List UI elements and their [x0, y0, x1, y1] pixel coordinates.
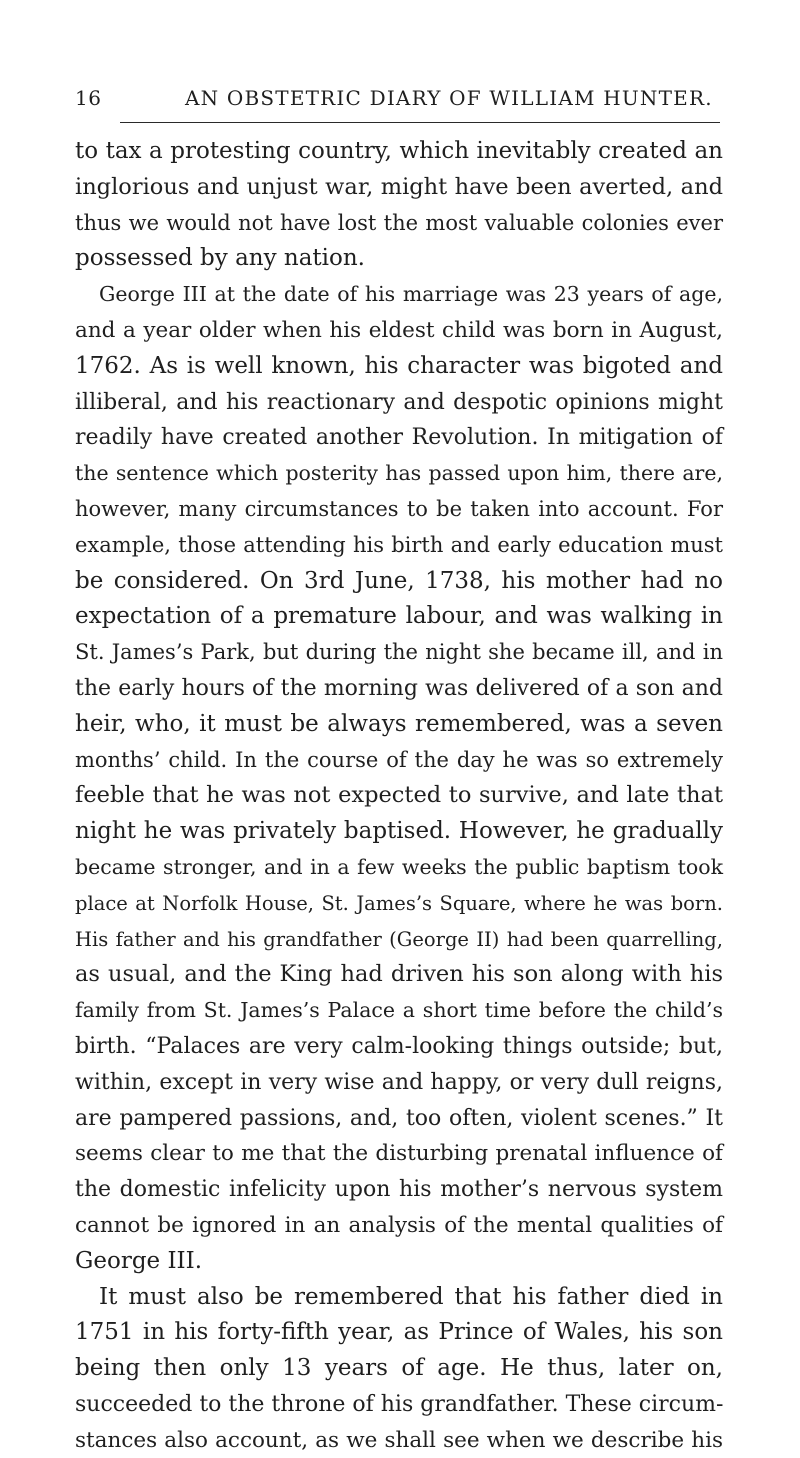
- text-line: thus we would not have lost the most valuable colonies ever: [75, 210, 723, 235]
- text-line: example, those attending his birth and early education must: [75, 532, 723, 557]
- text-line: George III at the date of his marriage was 23 years of age,: [99, 282, 723, 307]
- text-line: are pampered passions, and, too often, violent scenes.” It: [75, 1105, 723, 1131]
- text-line: birth. “Palaces are very calm-looking things outside; but,: [75, 1033, 723, 1059]
- text-line: within, except in very wise and happy, or very dull reigns,: [75, 1069, 723, 1095]
- text-line: George III.: [75, 1247, 203, 1274]
- text-line: readily have created another Revolution. In mitigation of: [75, 425, 723, 451]
- text-line: the early hours of the morning was delivered of a son and: [75, 675, 723, 701]
- text-line: being then only 13 years of age. He thus, later on,: [75, 1355, 723, 1382]
- text-line: 1762. As is well known, his character was bigoted and: [75, 352, 723, 379]
- text-line: months’ child. In the course of the day he was so extremely: [75, 747, 723, 772]
- text-line: expectation of a premature labour, and was walking in: [75, 603, 723, 630]
- page-header: [75, 86, 723, 116]
- header-rule: [120, 122, 720, 123]
- text-line: be considered. On 3rd June, 1738, his mother had no: [75, 567, 723, 594]
- text-line: stances also account, as we shall see when we describe his: [75, 1427, 723, 1453]
- body-text: [75, 134, 723, 1458]
- text-line: feeble that he was not expected to survive, and late that: [75, 782, 723, 809]
- text-line: possessed by any nation.: [75, 245, 365, 272]
- text-line: heir, who, it must be always remembered, was a seven: [75, 710, 723, 737]
- text-line: became stronger, and in a few weeks the public baptism took: [75, 854, 723, 879]
- text-line: inglorious and unjust war, might have been averted, and: [75, 173, 723, 200]
- text-line: It must also be remembered that his father died in: [99, 1283, 723, 1310]
- text-line: cannot be ignored in an analysis of the mental qualities of: [75, 1212, 723, 1238]
- text-line: night he was privately baptised. However, he gradually: [75, 818, 723, 845]
- text-line: St. James’s Park, but during the night she became ill, and in: [75, 640, 723, 665]
- text-line: place at Norfolk House, St. James’s Square, where he was born.: [75, 891, 723, 915]
- text-line: succeeded to the throne of his grandfather. These circum-: [75, 1391, 724, 1417]
- page-number: 16: [75, 86, 102, 110]
- text-line: as usual, and the King had driven his son along with his: [75, 961, 723, 988]
- text-line: the domestic infelicity upon his mother’s nervous system: [75, 1177, 723, 1203]
- text-line: the sentence which posterity has passed upon him, there are,: [75, 461, 723, 486]
- text-line: family from St. James’s Palace a short time before the child’s: [75, 998, 723, 1023]
- text-line: to tax a protesting country, which inevitably created an: [75, 138, 723, 164]
- running-head: AN OBSTETRIC DIARY OF WILLIAM HUNTER.: [185, 86, 713, 110]
- text-line: and a year older when his eldest child was born in August,: [75, 317, 723, 343]
- text-line: illiberal, and his reactionary and despotic opinions might: [75, 389, 723, 415]
- text-line: however, many circumstances to be taken into account. For: [75, 496, 723, 521]
- text-line: His father and his grandfather (George II) had been quarrelling,: [75, 927, 723, 951]
- text-line: 1751 in his forty-fifth year, as Prince of Wales, his son: [75, 1319, 723, 1346]
- text-line: seems clear to me that the disturbing prenatal influence of: [75, 1141, 723, 1167]
